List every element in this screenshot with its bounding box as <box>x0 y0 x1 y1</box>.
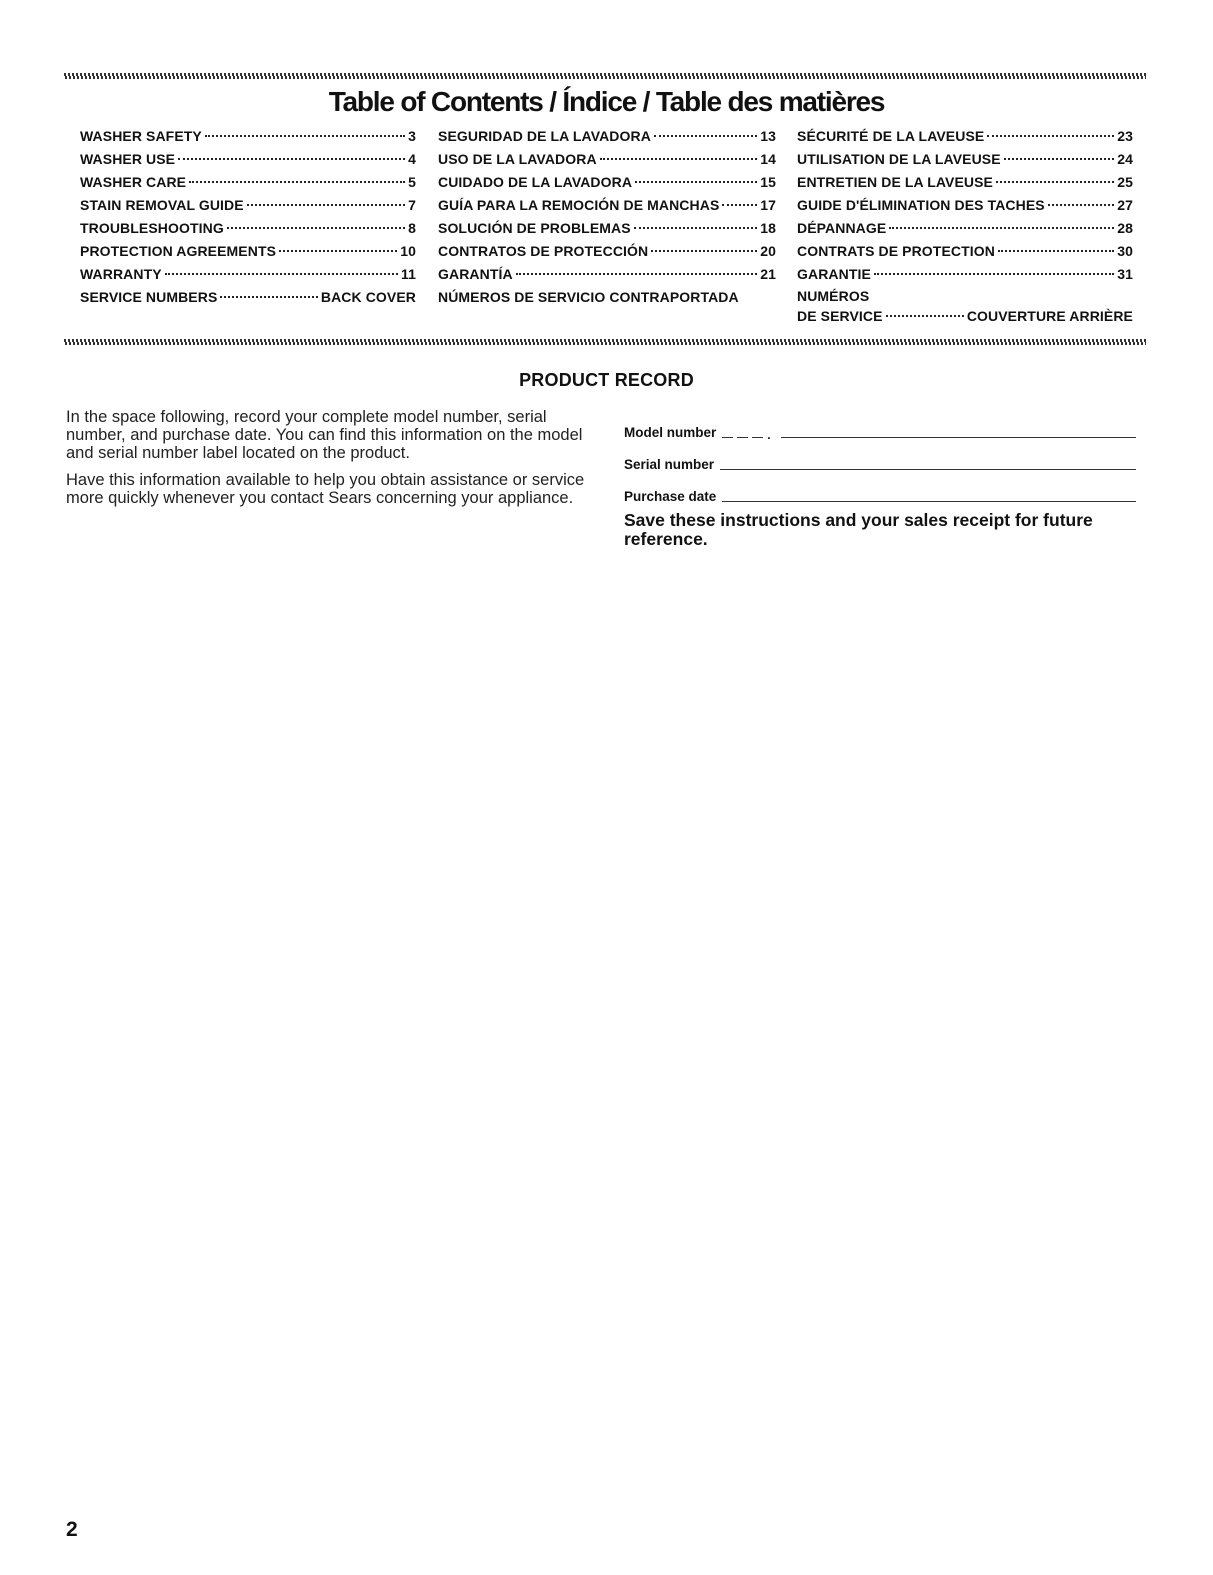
toc-entry-label: PROTECTION AGREEMENTS <box>80 243 277 259</box>
toc-entry-page: 15 <box>760 174 776 190</box>
toc-entry-label: ENTRETIEN DE LA LAVEUSE <box>797 174 993 190</box>
toc-entry-page: 7 <box>408 197 416 213</box>
toc-entry-label: GUIDE D'ÉLIMINATION DES TACHES <box>797 197 1045 213</box>
toc-entry[interactable] <box>80 148 416 171</box>
toc-dot-leader <box>227 226 405 229</box>
toc-entry-label: SÉCURITÉ DE LA LAVEUSE <box>797 128 985 144</box>
toc-entry-label: CUIDADO DE LA LAVADORA <box>438 174 633 190</box>
toc-entry[interactable] <box>80 240 416 263</box>
toc-entry-label: WASHER USE <box>80 151 176 167</box>
toc-entry-page: 13 <box>760 128 776 144</box>
toc-dot-leader <box>635 180 757 183</box>
toc-dot-leader <box>1048 203 1115 206</box>
toc-entry-page: 20 <box>760 243 776 259</box>
toc-entry-page: 25 <box>1117 174 1133 190</box>
toc-dot-leader <box>279 249 397 252</box>
toc-entry[interactable] <box>80 171 416 194</box>
toc-entry[interactable] <box>797 171 1133 194</box>
toc-entry-label: WASHER CARE <box>80 174 187 190</box>
serial-number-field[interactable] <box>624 442 1136 474</box>
toc-dot-leader <box>889 226 1114 229</box>
toc-entry-label: CONTRATS DE PROTECTION <box>797 243 995 259</box>
toc-entry[interactable] <box>80 125 416 148</box>
toc-entry-label-continued: DE SERVICE <box>797 308 883 324</box>
toc-entry-page: 3 <box>408 128 416 144</box>
toc-entry[interactable] <box>797 263 1133 286</box>
toc-entry-label: SEGURIDAD DE LA LAVADORA <box>438 128 651 144</box>
purchase-date-field[interactable] <box>624 474 1136 506</box>
save-instructions-note: Save these instructions and your sales receipt for future reference. <box>624 510 1093 549</box>
toc-entry-label: WASHER SAFETY <box>80 128 202 144</box>
toc-entry[interactable] <box>438 263 776 286</box>
toc-entry-label: GARANTÍA <box>438 266 513 282</box>
toc-entry-page: 23 <box>1117 128 1133 144</box>
product-record-intro <box>66 408 586 516</box>
toc-entry[interactable] <box>438 171 776 194</box>
toc-entry-label: TROUBLESHOOTING <box>80 220 224 236</box>
toc-entry-page: 8 <box>408 220 416 236</box>
product-record-fields <box>624 410 1136 506</box>
toc-entry-page: 4 <box>408 151 416 167</box>
toc-entry[interactable] <box>80 194 416 217</box>
product-record-heading: PRODUCT RECORD <box>519 370 694 390</box>
toc-dot-leader <box>165 272 398 275</box>
top-decorative-rule <box>64 73 1146 79</box>
toc-dot-leader <box>996 180 1114 183</box>
toc-dot-leader <box>654 134 757 137</box>
model-number-line[interactable] <box>781 437 1136 438</box>
toc-entry-page: 5 <box>408 174 416 190</box>
toc-entry[interactable] <box>438 194 776 217</box>
toc-dot-leader <box>600 157 758 160</box>
purchase-date-label: Purchase date <box>624 489 717 504</box>
toc-entry-page: 21 <box>760 266 776 282</box>
toc-entry-label: GARANTIE <box>797 266 871 282</box>
toc-dot-leader <box>189 180 405 183</box>
toc-entry-line2 <box>797 306 1133 326</box>
toc-dot-leader <box>998 249 1114 252</box>
toc-entry[interactable] <box>438 148 776 171</box>
purchase-date-line[interactable] <box>722 501 1136 502</box>
page-number: 2 <box>66 1518 78 1541</box>
toc-entry-label: SERVICE NUMBERS <box>80 289 218 305</box>
toc-entry[interactable] <box>438 240 776 263</box>
toc-dot-leader <box>516 272 758 275</box>
toc-entry-page: 17 <box>760 197 776 213</box>
toc-entry-page: 24 <box>1117 151 1133 167</box>
toc-entry[interactable] <box>438 125 776 148</box>
toc-entry-page: 27 <box>1117 197 1133 213</box>
toc-dot-leader <box>205 134 405 137</box>
toc-entry-page: 10 <box>400 243 416 259</box>
toc-dot-leader <box>178 157 405 160</box>
toc-title: Table of Contents / Índice / Table des matières <box>328 86 885 117</box>
toc-entry-label: CONTRATOS DE PROTECCIÓN <box>438 243 649 259</box>
toc-entry-label: DÉPANNAGE <box>797 220 887 236</box>
toc-entry-page: COUVERTURE ARRIÈRE <box>966 308 1133 324</box>
toc-column-spanish <box>438 125 776 309</box>
model-number-dashes: . <box>722 432 775 438</box>
toc-entry-page: 11 <box>401 266 416 282</box>
toc-entry-label: NUMÉROS <box>797 288 870 304</box>
model-number-label: Model number <box>624 425 717 440</box>
toc-entry[interactable] <box>80 217 416 240</box>
bottom-decorative-rule <box>64 339 1146 345</box>
toc-entry-label: GUÍA PARA LA REMOCIÓN DE MANCHAS <box>438 197 720 213</box>
toc-entry[interactable] <box>797 286 1133 326</box>
toc-entry[interactable] <box>797 125 1133 148</box>
toc-entry-page: 28 <box>1117 220 1133 236</box>
toc-column-french <box>797 125 1133 326</box>
toc-dot-leader <box>247 203 405 206</box>
toc-dot-leader <box>722 203 757 206</box>
toc-entry-page: 30 <box>1117 243 1133 259</box>
intro-paragraph-record: In the space following, record your complete model number, serial number, and purchase date. You can find this information on the model and serial number label located on the product. <box>66 408 583 462</box>
toc-entry-page: 18 <box>760 220 776 236</box>
toc-entry-label: WARRANTY <box>80 266 162 282</box>
toc-entry-page: 31 <box>1117 266 1133 282</box>
serial-number-line[interactable] <box>720 469 1136 470</box>
intro-paragraph-assistance: Have this information available to help you obtain assistance or service more quickly whenever you contact Sears concerning your appliance. <box>66 471 585 507</box>
toc-entry[interactable] <box>80 263 416 286</box>
toc-entry[interactable] <box>797 194 1133 217</box>
toc-entry-page: BACK COVER <box>320 289 416 305</box>
model-number-field[interactable] <box>624 410 1136 442</box>
toc-entry-page: CONTRAPORTADA <box>609 289 739 305</box>
toc-entry-label: UTILISATION DE LA LAVEUSE <box>797 151 1001 167</box>
serial-number-label: Serial number <box>624 457 715 472</box>
toc-dot-leader <box>220 295 317 298</box>
toc-entry[interactable] <box>438 217 776 240</box>
toc-entry-label: NÚMEROS DE SERVICIO <box>438 289 606 305</box>
toc-dot-leader <box>886 314 964 317</box>
toc-column-english <box>80 125 416 309</box>
toc-entry[interactable] <box>438 286 776 309</box>
toc-entry-label: STAIN REMOVAL GUIDE <box>80 197 244 213</box>
toc-entry-label: USO DE LA LAVADORA <box>438 151 597 167</box>
toc-dot-leader <box>651 249 757 252</box>
toc-entry-page: 14 <box>760 151 776 167</box>
toc-entry[interactable] <box>797 217 1133 240</box>
toc-dot-leader <box>634 226 758 229</box>
toc-entry[interactable] <box>797 148 1133 171</box>
toc-dot-leader <box>874 272 1114 275</box>
toc-entry[interactable] <box>80 286 416 309</box>
toc-entry-label: SOLUCIÓN DE PROBLEMAS <box>438 220 631 236</box>
toc-entry[interactable] <box>797 240 1133 263</box>
toc-dot-leader <box>987 134 1114 137</box>
toc-dot-leader <box>1004 157 1115 160</box>
